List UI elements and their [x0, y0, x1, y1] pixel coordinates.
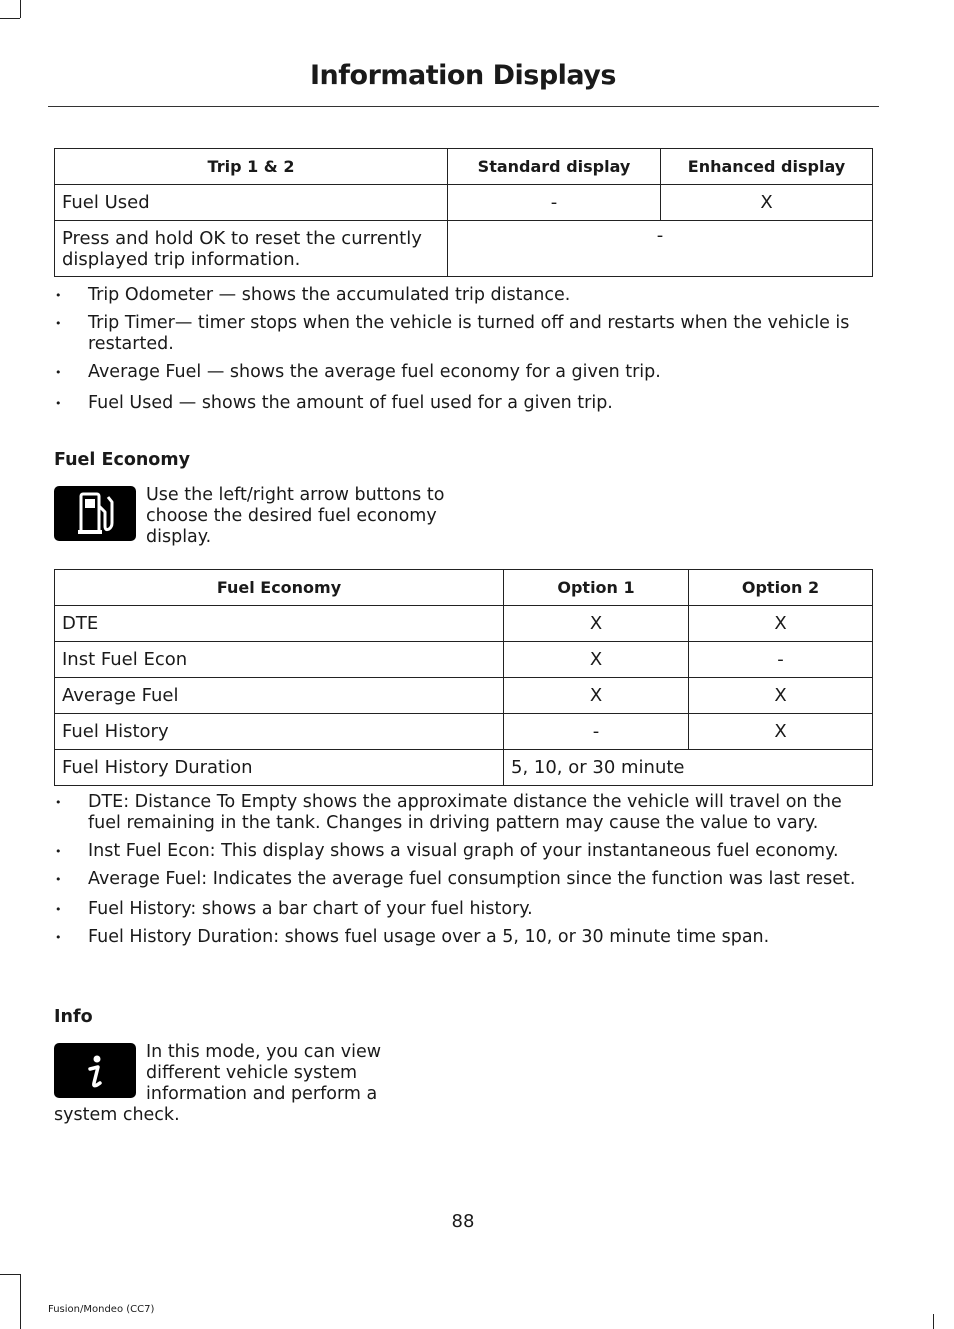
table-cell: X [661, 185, 873, 221]
trip-bullet-list [54, 285, 874, 421]
column-header: Trip 1 & 2 [55, 149, 448, 185]
table-cell: - [504, 714, 689, 750]
table-row [55, 185, 873, 221]
table-cell: - [689, 642, 873, 678]
page-title: Information Displays [310, 60, 616, 91]
column-header: Option 2 [689, 570, 873, 606]
table-header-row [55, 570, 873, 606]
table-cell: Fuel History Duration [55, 750, 504, 786]
list-item: • Fuel History: shows a bar chart of your fuel history. [54, 899, 874, 920]
table-row [55, 642, 873, 678]
fuel-economy-table [54, 569, 873, 786]
section-heading-fuel-economy: Fuel Economy [54, 450, 190, 470]
fuel-pump-icon [54, 486, 136, 541]
table-row [55, 606, 873, 642]
column-header: Standard display [448, 149, 661, 185]
table-cell: Inst Fuel Econ [55, 642, 504, 678]
table-cell: X [689, 606, 873, 642]
column-header: Enhanced display [661, 149, 873, 185]
table-cell: X [504, 606, 689, 642]
info-icon [54, 1043, 136, 1098]
list-item: • Fuel Used — shows the amount of fuel used for a given trip. [54, 393, 874, 414]
info-description: In this mode, you can view different vehicle system information and perform a [146, 1042, 382, 1104]
table-cell: DTE [55, 606, 504, 642]
table-cell: Average Fuel [55, 678, 504, 714]
column-header: Fuel Economy [55, 570, 504, 606]
title-divider [48, 106, 879, 107]
table-cell: X [504, 678, 689, 714]
list-item: • Fuel History Duration: shows fuel usage over a 5, 10, or 30 minute time span. [54, 927, 874, 948]
table-header-row [55, 149, 873, 185]
list-item: • Average Fuel — shows the average fuel economy for a given trip. [54, 362, 874, 383]
page-number: 88 [451, 1211, 475, 1232]
table-cell: - [448, 185, 661, 221]
list-item: • Inst Fuel Econ: This display shows a visual graph of your instantaneous fuel economy. [54, 841, 874, 862]
list-item: • Trip Timer— timer stops when the vehicle is turned off and restarts when the vehicle is restarted. [54, 313, 874, 355]
list-item: • DTE: Distance To Empty shows the approximate distance the vehicle will travel on the fuel remaining in the tank. Changes in driving pattern may cause the value to vary. [54, 792, 874, 834]
table-cell: Press and hold OK to reset the currently displayed trip information. [55, 221, 448, 277]
info-description-continued: system check. [54, 1105, 180, 1125]
table-cell: X [504, 642, 689, 678]
table-cell: 5, 10, or 30 minute [504, 750, 873, 786]
trip-table [54, 148, 873, 277]
footer-model: Fusion/Mondeo (CC7) [48, 1304, 155, 1315]
table-cell: Fuel History [55, 714, 504, 750]
table-cell: X [689, 678, 873, 714]
fuel-economy-bullet-list [54, 792, 874, 955]
table-row [55, 750, 873, 786]
crop-mark [0, 1274, 20, 1275]
crop-mark [20, 0, 21, 18]
section-heading-info: Info [54, 1007, 93, 1027]
table-row [55, 678, 873, 714]
crop-mark [933, 1314, 934, 1329]
fuel-economy-description: Use the left/right arrow buttons to choose the desired fuel economy display. [146, 485, 445, 547]
list-item: • Average Fuel: Indicates the average fuel consumption since the function was last reset. [54, 869, 874, 890]
table-cell: X [689, 714, 873, 750]
table-row [55, 221, 873, 277]
column-header: Option 1 [504, 570, 689, 606]
crop-mark [20, 1274, 21, 1329]
table-row [55, 714, 873, 750]
table-cell: Fuel Used [55, 185, 448, 221]
crop-mark [0, 18, 20, 19]
list-item: • Trip Odometer — shows the accumulated trip distance. [54, 285, 874, 306]
table-cell: - [448, 221, 873, 277]
